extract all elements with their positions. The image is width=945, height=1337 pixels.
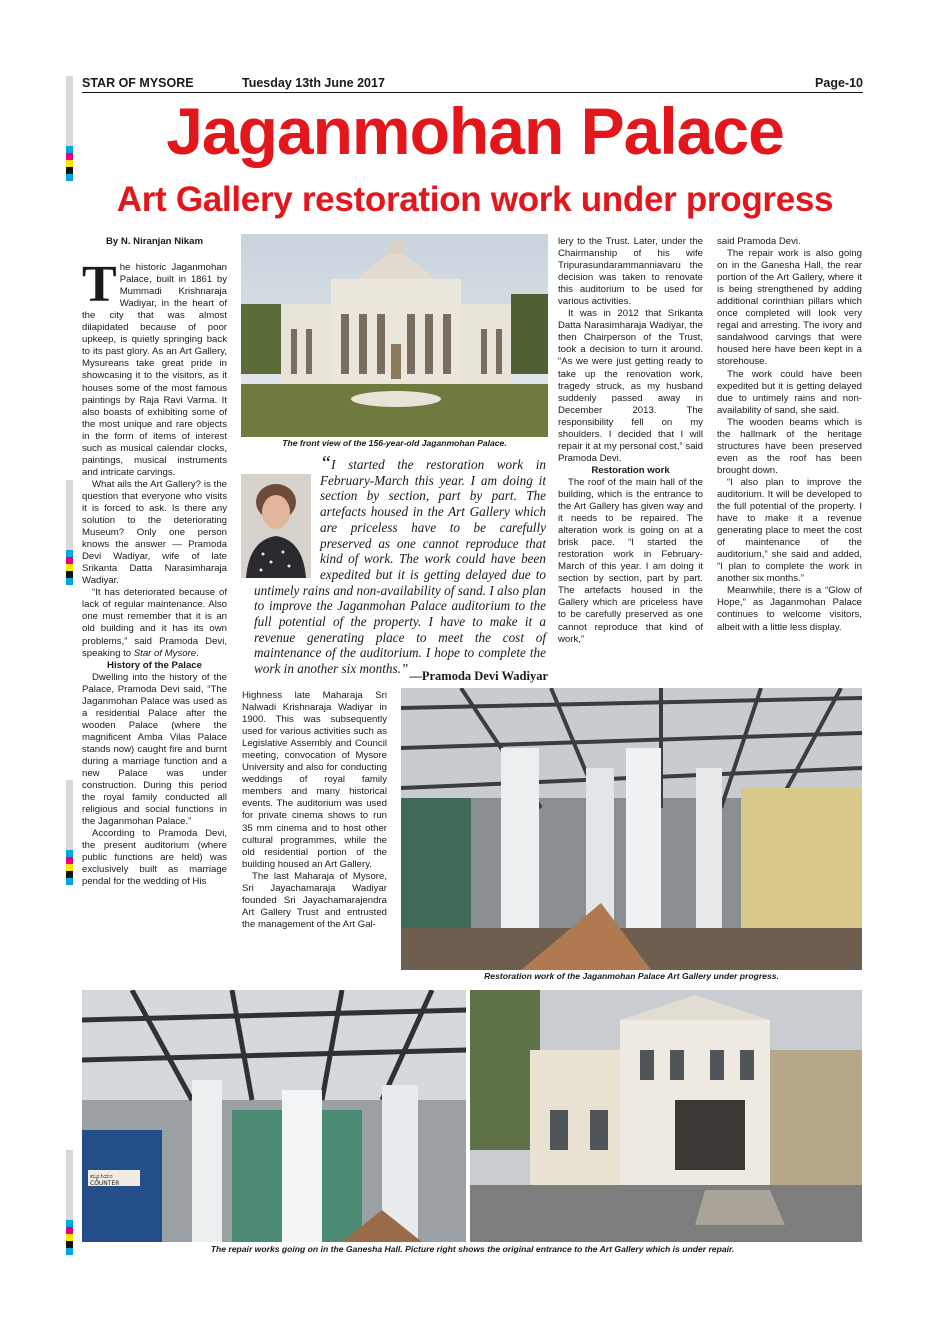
- gallery-entrance-photo: [470, 990, 862, 1242]
- quote-mark: “: [320, 452, 332, 474]
- paragraph: The last Maharaja of Mysore, Sri Jayachamaraja Wadiyar founded Sri Jayachamarajendra Art Gallery Trust and entrusted the management of the Art Gal-: [242, 870, 387, 930]
- pull-quote: [254, 452, 546, 677]
- article-column-3: [558, 236, 703, 646]
- paragraph: said Pramoda Devi.: [717, 236, 801, 247]
- subheadline: Art Gallery restoration work under progress: [116, 180, 834, 219]
- registration-mark-cyan: [66, 174, 73, 181]
- page-number: Page-10: [815, 76, 863, 90]
- byline: By N. Niranjan Nikam: [105, 236, 204, 247]
- section-subhead: History of the Palace: [107, 659, 202, 671]
- publication-name: Star of Mysore: [133, 647, 197, 659]
- paragraph: The roof of the main hall of the building, which is the entrance to the Art Gallery has given way and it needs to be repaired. The alteration work is going on at a brisk pace. “I started the restoration work in February-March of this year. I am doing it section by section, part by part. The artefacts housed in the Gallery which are priceless have to be carefully preserved as one cannot reproduce that kind of work,”: [558, 476, 703, 645]
- palace-front-photo: [241, 234, 548, 437]
- section-subhead: Restoration work: [591, 464, 670, 476]
- paragraph: Meanwhile, there is a “Glow of Hope,” as Jaganmohan Palace continues to welcome visitors, albeit with a little less display.: [717, 585, 862, 633]
- masthead: [82, 76, 863, 93]
- headline: Jaganmohan Palace: [166, 94, 784, 168]
- registration-mark-yellow: [66, 564, 73, 571]
- registration-mark-magenta: [66, 857, 73, 864]
- quote-mark: ”: [400, 661, 409, 677]
- registration-mark-cyan: [66, 850, 73, 857]
- paragraph: The work could have been expedited but it is getting delayed due to untimely rains and non-availability of sand, she said.: [717, 368, 862, 416]
- paragraph: Dwelling into the history of the Palace, Pramoda Devi said, “The Jaganmohan Palace was used as a residential Palace after the wooden Palace (where the magnificent Amba Vilas Palace stands now) caught fire and burnt during a marriage function and a new Palace was under construction. During this period the royal family conducted all religious and social functions in the Jaganmohan Palace.”: [82, 671, 227, 828]
- paragraph: The repair work is also going on in the Ganesha Hall, the rear portion of the Art Gallery, where it is being strengthened by adding additional corinthian pillars which once completed will look very regal and arresting. The ivory and sandalwood carvings that were housed here have been kept in a storehouse.: [717, 248, 862, 368]
- print-margin-bar: [66, 480, 73, 550]
- article-column-4: [717, 236, 862, 634]
- sign-text-kannada: ಮ್ಯೂಸಿಯಂ: [90, 1173, 113, 1180]
- paragraph-text: “It has deteriorated because of lack of regular maintenance. Also one must remember that it is an old building and it has its own problems,” said Pramoda Devi, speaking to: [82, 587, 227, 659]
- paragraph: “I also plan to improve the auditorium. It will be developed to the full potential of the property. I have to make it a revenue generating place to meet the cost of maintenance of the auditorium,” she said and added, “I plan to complete the work in another six months.”: [717, 476, 862, 585]
- paragraph: [82, 587, 227, 659]
- print-margin-bar: [66, 76, 73, 146]
- drop-cap: T: [82, 256, 117, 314]
- paragraph: lery to the Trust. Later, under the Chairmanship of his wife Tripurasundarammanniavaru the decision was taken to renovate this auditorium to be used for various activities.: [558, 236, 703, 308]
- paragraph: According to Pramoda Devi, the present auditorium (where public functions are held) was exclusively built as marriage pendal for the wedding of His: [82, 828, 227, 888]
- quote-attribution: —Pramoda Devi Wadiyar: [409, 669, 548, 683]
- registration-mark-black: [66, 167, 73, 174]
- registration-mark-black: [66, 871, 73, 878]
- restoration-photo: [401, 688, 862, 970]
- article-column-2: [242, 690, 387, 931]
- photo-caption: Restoration work of the Jaganmohan Palace Art Gallery under progress.: [484, 971, 779, 981]
- registration-mark-black: [66, 1241, 73, 1248]
- portrait-spacer: [254, 457, 320, 573]
- photo-caption: The front view of the 156-year-old Jaganmohan Palace.: [282, 438, 507, 448]
- registration-mark-magenta: [66, 557, 73, 564]
- registration-mark-cyan: [66, 578, 73, 585]
- paragraph-text: .: [196, 647, 199, 659]
- paper-name: STAR OF MYSORE: [82, 76, 194, 90]
- issue-date: Tuesday 13th June 2017: [242, 76, 385, 90]
- registration-mark-yellow: [66, 160, 73, 167]
- registration-mark-cyan: [66, 878, 73, 885]
- registration-mark-magenta: [66, 1227, 73, 1234]
- print-margin-bar: [66, 1150, 73, 1220]
- paragraph: It was in 2012 that Srikanta Datta Narasimharaja Wadiyar, the then Chairperson of the Trust, took a decision to turn it around. “As we were just getting ready to take up the renovation work, tragedy struck, as my husband suddenly passed away in December 2013. The responsibility fell on my shoulders. I decided that I will repair it at my personal cost,” said Pramoda Devi.: [558, 308, 703, 464]
- registration-mark-cyan: [66, 550, 73, 557]
- registration-mark-cyan: [66, 1248, 73, 1255]
- registration-mark-cyan: [66, 1220, 73, 1227]
- registration-mark-black: [66, 571, 73, 578]
- registration-mark-yellow: [66, 864, 73, 871]
- paragraph: The wooden beams which is the hallmark of the heritage structures have been preserved even as the roof has been brought down.: [717, 416, 862, 476]
- registration-mark-magenta: [66, 153, 73, 160]
- print-margin-bar: [66, 780, 73, 850]
- quote-text: I started the restoration work in February-March this year. I am doing it section by section, part by part. The artefacts housed in the Art Gallery which are priceless have to be carefully preserved as one cannot reproduce that kind of work. The work could have been expedited but it is getting delayed due to untimely rains and non-availability of sand. I also plan to improve the Jaganmohan Palace auditorium to the full potential of the property. I have to make it a revenue generating place to meet the cost of maintenance of the auditorium. I hope to complete the work in another six months.: [254, 457, 546, 677]
- registration-mark-cyan: [66, 146, 73, 153]
- ganesha-hall-photo: [82, 990, 466, 1242]
- paragraph: Highness late Maharaja Sri Nalwadi Krishnaraja Wadiyar in 1900. This was subsequently used for various activities such as Legislative Assembly and Council meeting, convocation of Mysore University and also for conducting weddings of royal family members and many historical events. The auditorium was used for private cinema shows to run 35 mm cinema and to host other cultural programmes, while the old residential portion of the building housed an Art Gallery.: [242, 690, 387, 870]
- paragraph: What ails the Art Gallery? is the question that everyone who visits it is forced to ask. Is there any solution to the deteriorating Museum? Only one person knows the answer — Pramoda Devi Wadiyar, wife of late Srikanta Datta Narasimharaja Wadiyar.: [82, 478, 227, 587]
- article-column-1: [82, 236, 227, 888]
- registration-mark-yellow: [66, 1234, 73, 1241]
- paragraph: he historic Jaganmohan Palace, built in 1861 by Mummadi Krishnaraja Wadiyar, in the heart of the city that was almost dilapidated because of poor upkeep, is quietly springing back to its past glory. As an Art Gallery, Mysureans take great pride in showcasing it to the visitors, as it houses some of the most famous paintings by Raja Ravi Varma. It also boasts of exhibiting some of the most unique and rare objects in the form of items of interest such as musical calendar clocks, paintings, musical instruments and intricate carvings.: [82, 262, 227, 478]
- photo-caption: The repair works going on in the Ganesha Hall. Picture right shows the original entrance to the Art Gallery which is under repair.: [210, 1244, 735, 1254]
- sign-text-counter: COUNTER: [90, 1180, 120, 1187]
